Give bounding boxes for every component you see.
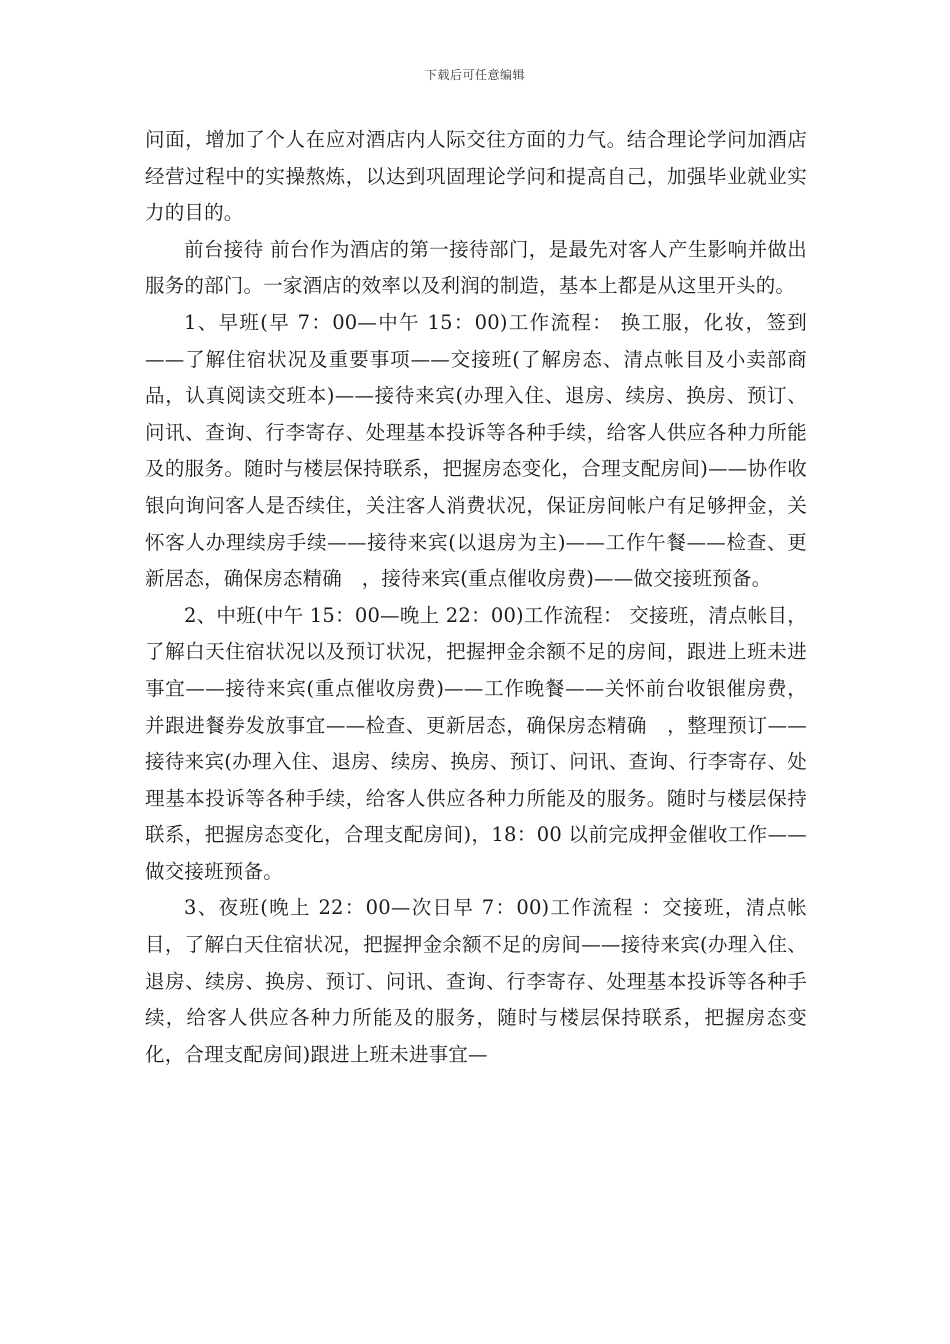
- page-header: 下载后可任意编辑: [424, 68, 525, 82]
- paragraph-morning-shift: 1、早班(早 7：00—中午 15：00)工作流程： 换工服，化妆，签到——了解住宿状况及重要事项——交接班(了解房态、清点帐目及小卖部商品，认真阅读交班本)——接待来宾(办理入住、退房、续房、换房、预订、问讯、查询、行李寄存、处理基本投诉等各种手续，给客人供应各种力所能及的服务。随时与楼层保持联系，把握房态变化，合理支配房间)——协作收银向询问客人是否续住，关注客人消费状况，保证房间帐户有足够押金，关怀客人办理续房手续——接待来宾(以退房为主)——工作午餐——检查、更新居态，确保房态精确 ，接待来宾(重点催收房费)——做交接班预备。: [145, 310, 807, 591]
- paragraph-front-desk: 前台接待 前台作为酒店的第一接待部门，是最先对客人产生影响并做出服务的部门。一家酒店的效率以及利润的制造，基本上都是从这里开头的。: [145, 237, 807, 298]
- document-body: [145, 122, 807, 1073]
- paragraph-intro-continuation: 问面，增加了个人在应对酒店内人际交往方面的力气。结合理论学问加酒店经营过程中的实操熬炼，以达到巩固理论学问和提高自己，加强毕业就业实力的目的。: [145, 128, 807, 225]
- paragraph-night-shift: 3、夜班(晚上 22：00—次日早 7：00)工作流程 ：交接班，清点帐目，了解白天住宿状况，把握押金余额不足的房间——接待来宾(办理入住、退房、续房、换房、预订、问讯、查询、行李寄存、处理基本投诉等各种手续，给客人供应各种力所能及的服务，随时与楼层保持联系，把握房态变化，合理支配房间)跟进上班未进事宜—: [145, 896, 807, 1066]
- paragraph-middle-shift: 2、中班(中午 15：00—晚上 22：00)工作流程： 交接班，清点帐目，了解白天住宿状况以及预订状况，把握押金余额不足的房间，跟进上班未进事宜——接待来宾(重点催收房费)——工作晚餐——关怀前台收银催房费，并跟进餐券发放事宜——检查、更新居态，确保房态精确 ，整理预订——接待来宾(办理入住、退房、续房、换房、预订、问讯、查询、行李寄存、处理基本投诉等各种手续，给客人供应各种力所能及的服务。随时与楼层保持联系，把握房态变化，合理支配房间)，18：00 以前完成押金催收工作——做交接班预备。: [145, 603, 807, 883]
